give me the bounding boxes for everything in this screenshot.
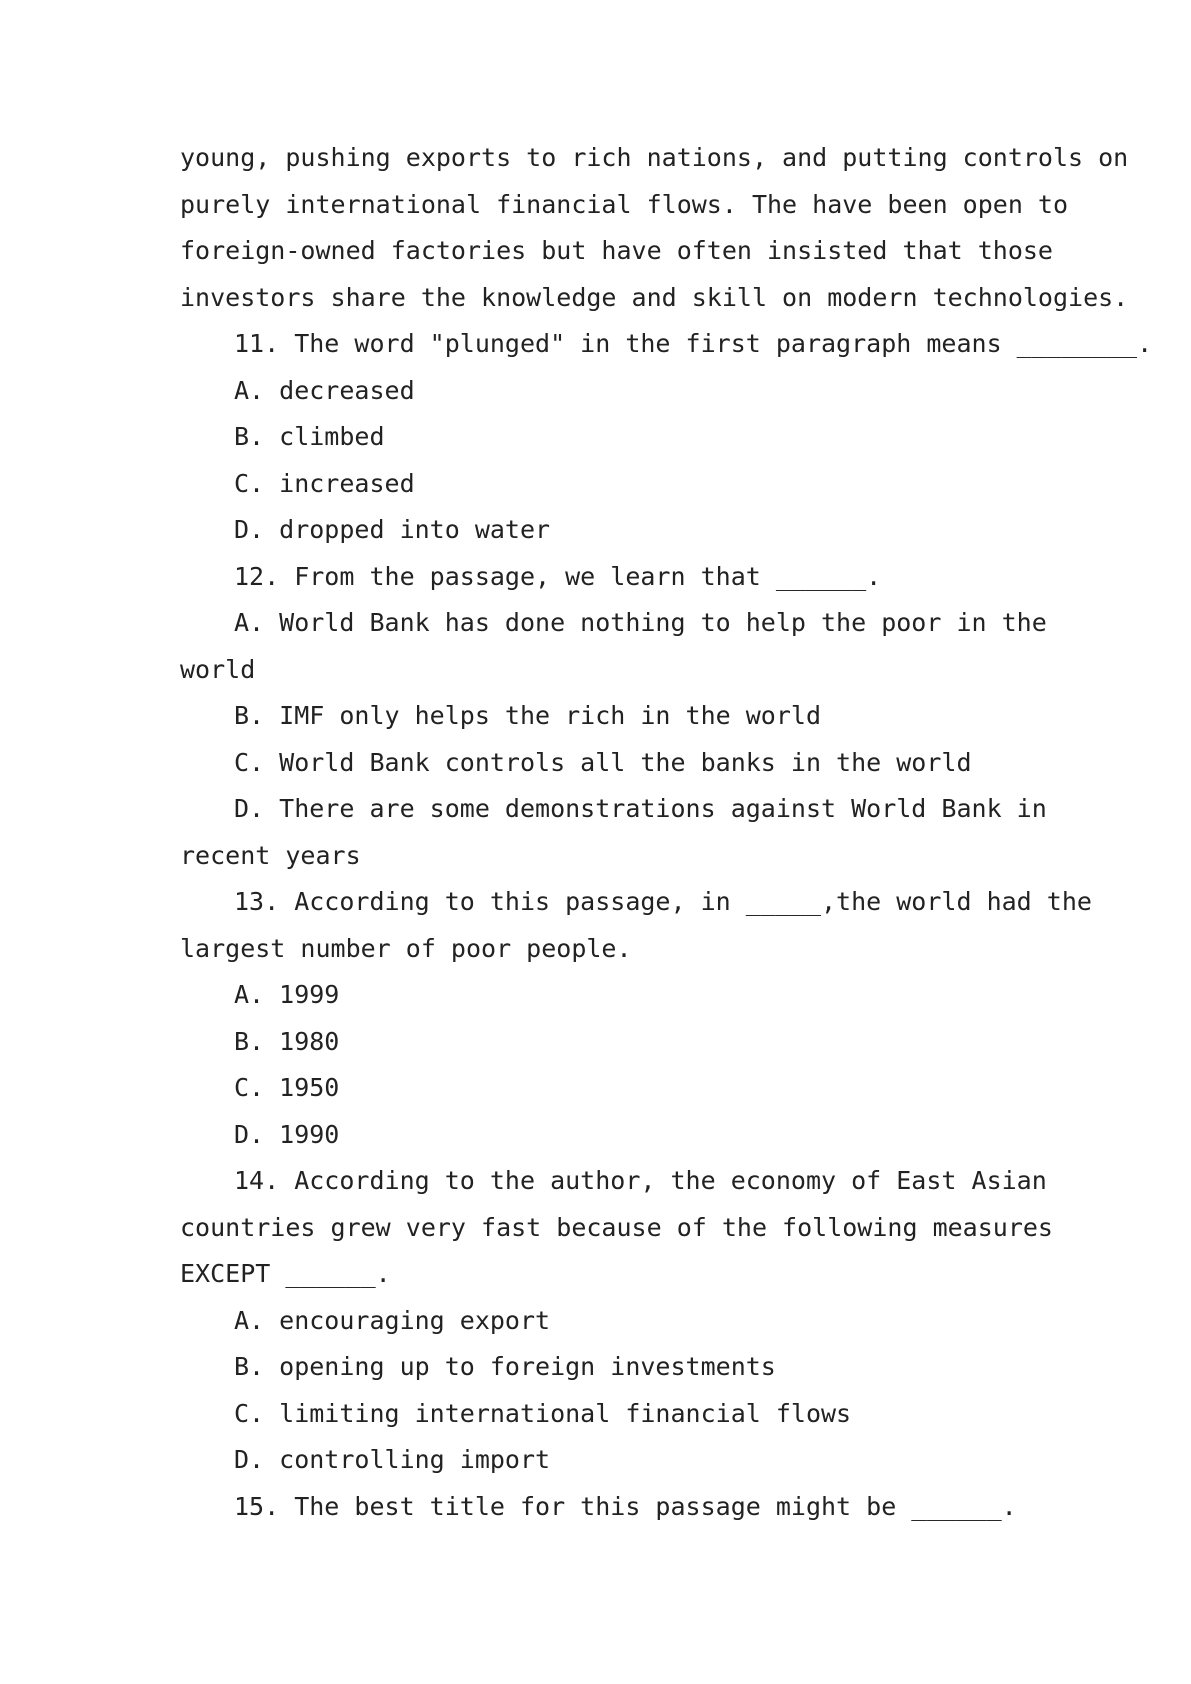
question-13-option-d: D. 1990 xyxy=(234,1119,340,1149)
exam-text xyxy=(180,135,1153,1530)
passage-line: foreign-owned factories but have often insisted that those xyxy=(180,236,1053,265)
question-14-option-c: C. limiting international financial flows xyxy=(234,1398,852,1428)
question-14-stem-continued: countries grew very fast because of the following measures xyxy=(180,1212,1053,1242)
question-12-option-a-continued: world xyxy=(180,654,256,684)
question-11-option-d: D. dropped into water xyxy=(234,515,551,544)
question-13-option-b: B. 1980 xyxy=(234,1026,340,1056)
question-15-stem: 15. The best title for this passage might be ______. xyxy=(234,1491,1017,1521)
question-12-option-c: C. World Bank controls all the banks in the world xyxy=(234,747,972,777)
question-11-stem: 11. The word "plunged" in the first paragraph means ________. xyxy=(234,329,1153,358)
passage-line: young, pushing exports to rich nations, and putting controls on xyxy=(180,143,1129,172)
question-13-option-c: C. 1950 xyxy=(234,1073,340,1102)
question-13-stem-continued: largest number of poor people. xyxy=(180,933,632,963)
passage-line: purely international financial flows. The have been open to xyxy=(180,189,1069,219)
question-11-option-a: A. decreased xyxy=(234,375,415,405)
question-13-stem: 13. According to this passage, in _____,the world had the xyxy=(234,887,1092,916)
question-11-option-b: B. climbed xyxy=(234,422,385,451)
question-12-option-d: D. There are some demonstrations against World Bank in xyxy=(234,794,1047,823)
question-14-option-d: D. controlling import xyxy=(234,1445,551,1474)
question-14-stem: 14. According to the author, the economy of East Asian xyxy=(234,1166,1047,1195)
question-12-stem: 12. From the passage, we learn that ______. xyxy=(234,561,882,591)
question-12-option-d-continued: recent years xyxy=(180,840,361,870)
question-11-option-c: C. increased xyxy=(234,468,415,498)
question-14-option-a: A. encouraging export xyxy=(234,1305,551,1335)
question-12-option-a: A. World Bank has done nothing to help the poor in the xyxy=(234,608,1047,637)
question-14-option-b: B. opening up to foreign investments xyxy=(234,1352,776,1381)
passage-line: investors share the knowledge and skill on modern technologies. xyxy=(180,282,1129,312)
question-13-option-a: A. 1999 xyxy=(234,980,340,1009)
question-12-option-b: B. IMF only helps the rich in the world xyxy=(234,701,821,730)
question-14-stem-continued: EXCEPT ______. xyxy=(180,1259,391,1288)
